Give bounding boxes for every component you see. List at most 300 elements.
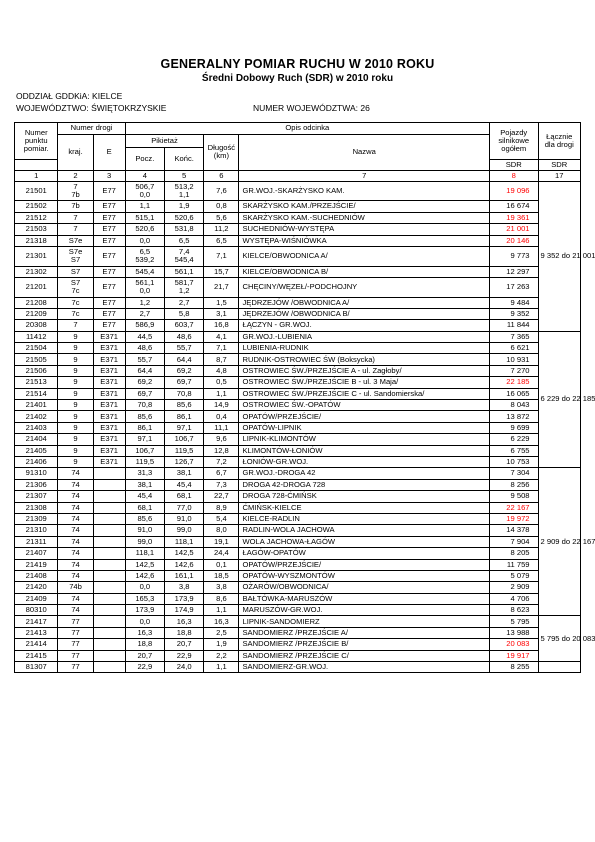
section-name-cell: JĘDRZEJÓW /OBWODNICA B/ (239, 308, 489, 319)
vehicles-sdr-cell: 11 844 (489, 320, 538, 331)
chainage-end-cell: 55,7 (165, 343, 204, 354)
table-row (15, 201, 581, 212)
vehicles-sdr-cell: 9 484 (489, 297, 538, 308)
chainage-start-cell: 165,3 (125, 593, 164, 604)
section-name-cell: ŁAGÓW-OPATÓW (239, 548, 489, 559)
e-road-cell: E371 (93, 388, 125, 399)
chainage-start-cell: 97,1 (125, 434, 164, 445)
national-road-cell: 74 (58, 468, 93, 479)
point-number-cell: 21419 (15, 559, 58, 570)
chainage-end-cell: 77,0 (165, 502, 204, 513)
chainage-end-cell: 520,6 (165, 212, 204, 223)
table-row (15, 662, 581, 673)
length-cell: 0,5 (204, 377, 239, 388)
vehicles-sdr-cell: 8 205 (489, 548, 538, 559)
length-cell: 9,6 (204, 434, 239, 445)
chainage-start-cell: 18,8 (125, 639, 164, 650)
length-cell: 0,1 (204, 559, 239, 570)
chainage-end-cell: 2,7 (165, 297, 204, 308)
length-cell: 11,2 (204, 224, 239, 235)
vehicles-sdr-cell: 9 699 (489, 422, 538, 433)
chainage-end-cell: 70,8 (165, 388, 204, 399)
national-road-cell: S7 7c (58, 277, 93, 297)
national-road-cell: 9 (58, 365, 93, 376)
national-road-cell: 7 (58, 212, 93, 223)
section-name-cell: OPATÓW/PRZEJŚCIE/ (239, 559, 489, 570)
table-row (15, 224, 581, 235)
e-road-cell: E77 (93, 212, 125, 223)
section-name-cell: SKARŻYSKO KAM./PRZEJŚCIE/ (239, 201, 489, 212)
chainage-end-cell: 20,7 (165, 639, 204, 650)
chainage-start-cell: 69,2 (125, 377, 164, 388)
section-name-cell: OPATÓW-LIPNIK (239, 422, 489, 433)
length-cell: 21,7 (204, 277, 239, 297)
point-number-cell: 21307 (15, 491, 58, 502)
table-row (15, 212, 581, 223)
section-name-cell: OSTROWIEC ŚW./PRZEJŚCIE A - ul. Zagłoby/ (239, 365, 489, 376)
national-road-cell: 74 (58, 502, 93, 513)
national-road-cell: 9 (58, 354, 93, 365)
table-row (15, 308, 581, 319)
e-road-cell: E77 (93, 181, 125, 201)
length-cell: 1,1 (204, 388, 239, 399)
length-cell: 1,9 (204, 639, 239, 650)
chainage-start-cell: 506,7 0,0 (125, 181, 164, 201)
length-cell: 18,5 (204, 570, 239, 581)
table-row (15, 479, 581, 490)
chainage-start-cell: 106,7 (125, 445, 164, 456)
chainage-start-cell: 1,1 (125, 201, 164, 212)
table-row (15, 246, 581, 266)
point-number-cell: 21318 (15, 235, 58, 246)
table-row (15, 445, 581, 456)
length-cell: 1,5 (204, 297, 239, 308)
table-row (15, 277, 581, 297)
chainage-end-cell: 513,2 1,1 (165, 181, 204, 201)
road-total-cell: 2 909 do 22 167 (538, 468, 580, 616)
e-road-cell (93, 525, 125, 536)
e-road-cell: E77 (93, 235, 125, 246)
point-number-cell: 21514 (15, 388, 58, 399)
national-road-cell: 77 (58, 616, 93, 627)
e-road-cell: E371 (93, 411, 125, 422)
national-road-cell: 9 (58, 445, 93, 456)
page-subtitle: Średni Dobowy Ruch (SDR) w 2010 roku (201, 73, 394, 84)
chainage-end-cell: 1,9 (165, 201, 204, 212)
e-road-cell (93, 468, 125, 479)
e-road-cell (93, 605, 125, 616)
road-total-cell: 5 795 do 20 083 (538, 616, 580, 662)
national-road-cell: 74 (58, 605, 93, 616)
table-row (15, 400, 581, 411)
point-number-cell: 21503 (15, 224, 58, 235)
chainage-start-cell: 20,7 (125, 650, 164, 661)
chainage-end-cell: 173,9 (165, 593, 204, 604)
national-road-cell: 74 (58, 525, 93, 536)
point-number-cell: 21512 (15, 212, 58, 223)
header-national: kraj. (58, 135, 93, 171)
chainage-start-cell: 64,4 (125, 365, 164, 376)
vehicles-sdr-cell: 9 352 (489, 308, 538, 319)
chainage-start-cell: 142,6 (125, 570, 164, 581)
point-number-cell: 21209 (15, 308, 58, 319)
chainage-start-cell: 48,6 (125, 343, 164, 354)
e-road-cell: E371 (93, 343, 125, 354)
header-vehicles: Pojazdy silnikowe ogółem (489, 123, 538, 160)
point-number-cell: 11412 (15, 331, 58, 342)
vehicles-sdr-cell: 17 263 (489, 277, 538, 297)
chainage-end-cell: 142,5 (165, 548, 204, 559)
table-row (15, 457, 581, 468)
national-road-cell: 7 7b (58, 181, 93, 201)
national-road-cell: 9 (58, 331, 93, 342)
national-road-cell: S7 (58, 266, 93, 277)
e-road-cell (93, 650, 125, 661)
section-name-cell: CHĘCINY/WĘZEŁ/-PODCHOJNY (239, 277, 489, 297)
chainage-start-cell: 85,6 (125, 411, 164, 422)
chainage-end-cell: 16,3 (165, 616, 204, 627)
chainage-end-cell: 119,5 (165, 445, 204, 456)
length-cell: 5,4 (204, 513, 239, 524)
chainage-end-cell: 48,6 (165, 331, 204, 342)
length-cell: 15,7 (204, 266, 239, 277)
header-e-road: E (93, 135, 125, 171)
point-number-cell: 21414 (15, 639, 58, 650)
chainage-start-cell: 119,5 (125, 457, 164, 468)
vehicles-sdr-cell: 19 361 (489, 212, 538, 223)
point-number-cell: 21513 (15, 377, 58, 388)
e-road-cell (93, 536, 125, 547)
vehicles-sdr-cell: 22 185 (489, 377, 538, 388)
e-road-cell: E77 (93, 277, 125, 297)
e-road-cell: E371 (93, 400, 125, 411)
road-total-cell: 9 352 do 21 001 (538, 181, 580, 331)
header-end: Końc. (165, 147, 204, 170)
vehicles-sdr-cell: 7 365 (489, 331, 538, 342)
chainage-start-cell: 45,4 (125, 491, 164, 502)
section-name-cell: RUDNIK-OSTROWIEC ŚW (Boksycka) (239, 354, 489, 365)
section-name-cell: LIPNIK-SANDOMIERZ (239, 616, 489, 627)
chainage-end-cell: 531,8 (165, 224, 204, 235)
section-name-cell: KIELCE-RADLIN (239, 513, 489, 524)
point-number-cell: 21201 (15, 277, 58, 297)
chainage-end-cell: 22,9 (165, 650, 204, 661)
national-road-cell: S7e S7 (58, 246, 93, 266)
column-number: 3 (93, 170, 125, 181)
section-name-cell: OSTROWIEC ŚW.-OPATÓW (239, 400, 489, 411)
vehicles-sdr-cell: 11 759 (489, 559, 538, 570)
national-road-cell: 77 (58, 662, 93, 673)
section-name-cell: ĆMIŃSK-KIELCE (239, 502, 489, 513)
chainage-end-cell: 91,0 (165, 513, 204, 524)
point-number-cell: 21506 (15, 365, 58, 376)
table-row (15, 650, 581, 661)
e-road-cell: E77 (93, 201, 125, 212)
table-row (15, 502, 581, 513)
chainage-start-cell: 31,3 (125, 468, 164, 479)
point-number-cell: 20308 (15, 320, 58, 331)
chainage-end-cell: 174,9 (165, 605, 204, 616)
table-row (15, 331, 581, 342)
national-road-cell: 9 (58, 422, 93, 433)
vehicles-sdr-cell: 19 972 (489, 513, 538, 524)
vehicles-sdr-cell: 14 378 (489, 525, 538, 536)
national-road-cell: 74 (58, 513, 93, 524)
e-road-cell: E371 (93, 457, 125, 468)
point-number-cell: 21302 (15, 266, 58, 277)
voivodeship-label: WOJEWÓDZTWO: ŚWIĘTOKRZYSKIE (16, 103, 167, 113)
column-number: 7 (239, 170, 489, 181)
length-cell: 8,9 (204, 502, 239, 513)
section-name-cell: OSTROWIEC ŚW./PRZEJŚCIE C - ul. Sandomierska/ (239, 388, 489, 399)
chainage-start-cell: 586,9 (125, 320, 164, 331)
length-cell: 11,1 (204, 422, 239, 433)
vehicles-sdr-cell: 20 083 (489, 639, 538, 650)
e-road-cell (93, 570, 125, 581)
branch-label: ODDZIAŁ GDDKiA: KIELCE (16, 91, 123, 101)
length-cell: 24,4 (204, 548, 239, 559)
table-row (15, 536, 581, 547)
e-road-cell (93, 582, 125, 593)
point-number-cell: 21311 (15, 536, 58, 547)
header-section-desc: Opis odcinka (125, 123, 489, 135)
header-sdr-vehicles: SDR (489, 159, 538, 170)
vehicles-sdr-cell: 6 229 (489, 434, 538, 445)
national-road-cell: S7e (58, 235, 93, 246)
national-road-cell: 9 (58, 388, 93, 399)
e-road-cell: E77 (93, 308, 125, 319)
e-road-cell: E371 (93, 445, 125, 456)
e-road-cell: E371 (93, 365, 125, 376)
table-row (15, 525, 581, 536)
column-number: 5 (165, 170, 204, 181)
column-number: 4 (125, 170, 164, 181)
point-number-cell: 21417 (15, 616, 58, 627)
chainage-start-cell: 44,5 (125, 331, 164, 342)
point-number-cell: 21401 (15, 400, 58, 411)
vehicles-sdr-cell: 21 001 (489, 224, 538, 235)
vehicles-sdr-cell: 10 753 (489, 457, 538, 468)
chainage-start-cell: 520,6 (125, 224, 164, 235)
table-row (15, 411, 581, 422)
chainage-end-cell: 106,7 (165, 434, 204, 445)
section-name-cell: GR.WOJ.-LUBIENIA (239, 331, 489, 342)
national-road-cell: 74 (58, 536, 93, 547)
national-road-cell: 7c (58, 297, 93, 308)
e-road-cell: E77 (93, 266, 125, 277)
chainage-end-cell: 38,1 (165, 468, 204, 479)
chainage-end-cell: 126,7 (165, 457, 204, 468)
section-name-cell: BAŁTÓWKA-MARUSZÓW (239, 593, 489, 604)
section-name-cell: SANDOMIERZ /PRZEJŚCIE C/ (239, 650, 489, 661)
chainage-start-cell: 1,2 (125, 297, 164, 308)
length-cell: 7,6 (204, 181, 239, 201)
chainage-start-cell: 99,0 (125, 536, 164, 547)
section-name-cell: DROGA 42-DROGA 728 (239, 479, 489, 490)
table-row (15, 548, 581, 559)
header-road-number: Numer drogi (58, 123, 125, 135)
chainage-end-cell: 85,6 (165, 400, 204, 411)
chainage-end-cell: 561,1 (165, 266, 204, 277)
length-cell: 6,5 (204, 235, 239, 246)
section-name-cell: OŻARÓW/OBWODNICA/ (239, 582, 489, 593)
vehicles-sdr-cell: 22 167 (489, 502, 538, 513)
point-number-cell: 21413 (15, 627, 58, 638)
length-cell: 12,8 (204, 445, 239, 456)
header-point-number-blank (15, 159, 58, 170)
table-row (15, 513, 581, 524)
table-row (15, 570, 581, 581)
point-number-cell: 21301 (15, 246, 58, 266)
chainage-end-cell: 86,1 (165, 411, 204, 422)
page-title: GENERALNY POMIAR RUCHU W 2010 ROKU (160, 57, 435, 71)
chainage-start-cell: 22,9 (125, 662, 164, 673)
section-name-cell: WYSTĘPA-WIŚNIÓWKA (239, 235, 489, 246)
national-road-cell: 9 (58, 457, 93, 468)
table-row (15, 582, 581, 593)
chainage-start-cell: 561,1 0,0 (125, 277, 164, 297)
point-number-cell: 21409 (15, 593, 58, 604)
length-cell: 2,2 (204, 650, 239, 661)
chainage-start-cell: 2,7 (125, 308, 164, 319)
chainage-start-cell: 68,1 (125, 502, 164, 513)
e-road-cell (93, 548, 125, 559)
table-row (15, 627, 581, 638)
length-cell: 1,1 (204, 662, 239, 673)
table-row (15, 354, 581, 365)
voivodeship-number-label: NUMER WOJEWÓDZTWA: 26 (253, 103, 370, 113)
section-name-cell: LIPNIK-KLIMONTÓW (239, 434, 489, 445)
table-row (15, 365, 581, 376)
vehicles-sdr-cell: 6 621 (489, 343, 538, 354)
section-name-cell: SANDOMIERZ-GR.WOJ. (239, 662, 489, 673)
e-road-cell: E77 (93, 320, 125, 331)
vehicles-sdr-cell: 9 508 (489, 491, 538, 502)
chainage-end-cell: 68,1 (165, 491, 204, 502)
section-name-cell: GR.WOJ.-DROGA 42 (239, 468, 489, 479)
chainage-end-cell: 6,5 (165, 235, 204, 246)
vehicles-sdr-cell: 7 270 (489, 365, 538, 376)
vehicles-sdr-cell: 13 872 (489, 411, 538, 422)
section-name-cell: MARUSZÓW-GR.WOJ. (239, 605, 489, 616)
table-row (15, 320, 581, 331)
chainage-start-cell: 6,5 539,2 (125, 246, 164, 266)
chainage-end-cell: 64,4 (165, 354, 204, 365)
vehicles-sdr-cell: 19 096 (489, 181, 538, 201)
national-road-cell: 74b (58, 582, 93, 593)
vehicles-sdr-cell: 4 706 (489, 593, 538, 604)
point-number-cell: 81307 (15, 662, 58, 673)
header-total-road: Łącznie dla drogi (538, 123, 580, 160)
national-road-cell: 9 (58, 434, 93, 445)
chainage-end-cell: 161,1 (165, 570, 204, 581)
point-number-cell: 80310 (15, 605, 58, 616)
length-cell: 5,6 (204, 212, 239, 223)
point-number-cell: 21408 (15, 570, 58, 581)
header-sdr-total: SDR (538, 159, 580, 170)
road-total-cell: 6 229 do 22 185 (538, 331, 580, 468)
chainage-start-cell: 515,1 (125, 212, 164, 223)
length-cell: 4,8 (204, 365, 239, 376)
e-road-cell (93, 491, 125, 502)
table-row (15, 181, 581, 201)
length-cell: 8,6 (204, 593, 239, 604)
vehicles-sdr-cell: 7 304 (489, 468, 538, 479)
national-road-cell: 9 (58, 377, 93, 388)
header-chainage: Pikietaż (125, 135, 204, 148)
e-road-cell: E371 (93, 354, 125, 365)
length-cell: 14,9 (204, 400, 239, 411)
section-name-cell: WOLA JACHOWA-ŁAGÓW (239, 536, 489, 547)
point-number-cell: 21306 (15, 479, 58, 490)
table-row (15, 422, 581, 433)
national-road-cell: 77 (58, 650, 93, 661)
vehicles-sdr-cell: 5 795 (489, 616, 538, 627)
chainage-start-cell: 69,7 (125, 388, 164, 399)
point-number-cell: 21309 (15, 513, 58, 524)
table-row (15, 343, 581, 354)
traffic-table (14, 122, 595, 673)
vehicles-sdr-cell: 8 255 (489, 662, 538, 673)
length-cell: 8,0 (204, 525, 239, 536)
vehicles-sdr-cell: 16 065 (489, 388, 538, 399)
chainage-start-cell: 91,0 (125, 525, 164, 536)
chainage-end-cell: 69,7 (165, 377, 204, 388)
length-cell: 22,7 (204, 491, 239, 502)
vehicles-sdr-cell: 19 917 (489, 650, 538, 661)
point-number-cell: 21310 (15, 525, 58, 536)
e-road-cell (93, 502, 125, 513)
point-number-cell: 21505 (15, 354, 58, 365)
vehicles-sdr-cell: 8 043 (489, 400, 538, 411)
section-name-cell: GR.WOJ.-SKARŻYSKO KAM. (239, 181, 489, 201)
chainage-start-cell: 173,9 (125, 605, 164, 616)
length-cell: 16,8 (204, 320, 239, 331)
length-cell: 3,8 (204, 582, 239, 593)
chainage-start-cell: 55,7 (125, 354, 164, 365)
chainage-start-cell: 142,5 (125, 559, 164, 570)
table-row (15, 266, 581, 277)
national-road-cell: 74 (58, 559, 93, 570)
section-name-cell: SANDOMIERZ /PRZEJŚCIE B/ (239, 639, 489, 650)
point-number-cell: 21308 (15, 502, 58, 513)
vehicles-sdr-cell: 8 256 (489, 479, 538, 490)
e-road-cell (93, 559, 125, 570)
national-road-cell: 74 (58, 491, 93, 502)
chainage-start-cell: 0,0 (125, 616, 164, 627)
chainage-start-cell: 0,0 (125, 235, 164, 246)
column-number: 6 (204, 170, 239, 181)
length-cell: 6,7 (204, 468, 239, 479)
section-name-cell: SKARŻYSKO KAM.-SUCHEDNIÓW (239, 212, 489, 223)
e-road-cell: E371 (93, 331, 125, 342)
chainage-start-cell: 16,3 (125, 627, 164, 638)
length-cell: 19,1 (204, 536, 239, 547)
point-number-cell: 21402 (15, 411, 58, 422)
chainage-end-cell: 581,7 1,2 (165, 277, 204, 297)
national-road-cell: 74 (58, 479, 93, 490)
national-road-cell: 7 (58, 224, 93, 235)
chainage-start-cell: 86,1 (125, 422, 164, 433)
section-name-cell: SUCHEDNIÓW-WYSTĘPA (239, 224, 489, 235)
e-road-cell: E371 (93, 422, 125, 433)
e-road-cell (93, 639, 125, 650)
vehicles-sdr-cell: 12 297 (489, 266, 538, 277)
length-cell: 0,4 (204, 411, 239, 422)
section-name-cell: LUBIENIA-RUDNIK (239, 343, 489, 354)
chainage-end-cell: 24,0 (165, 662, 204, 673)
e-road-cell: E77 (93, 246, 125, 266)
